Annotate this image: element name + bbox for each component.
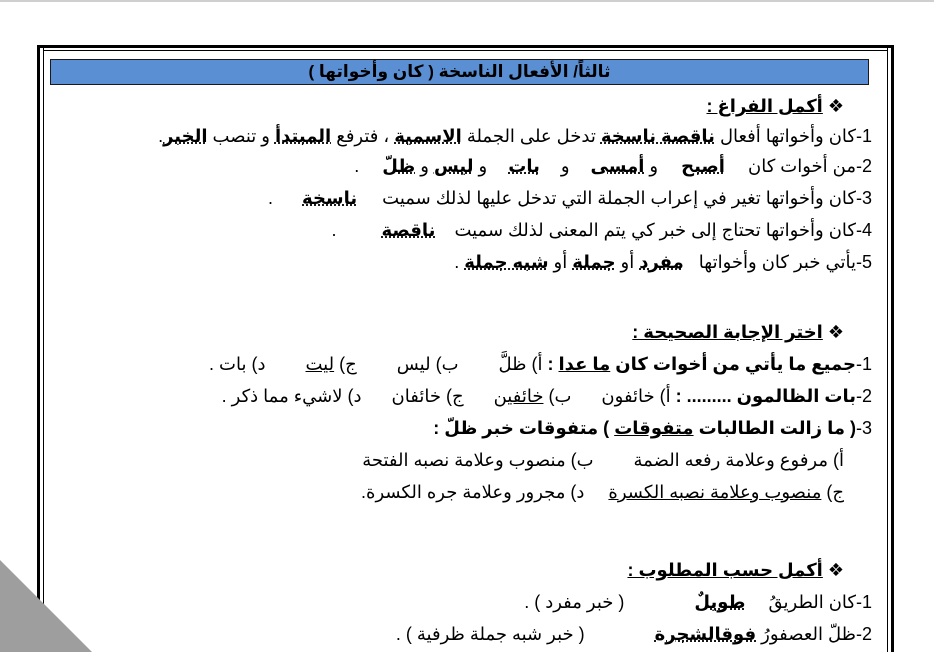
section3-heading: ❖ أكمل حسب المطلوب : (627, 560, 844, 580)
page-border-top (37, 45, 894, 48)
list-item: 1-كان وأخواتها أفعال ناقصة ناسخة تدخل على الجملة الاسمية ، فترفع المبتدأ و تنصب الخبر. (158, 126, 872, 146)
list-item: 3-كان وأخواتها تغير في إعراب الجملة التي تدخل عليها لذلك سميت ناسخة . (268, 188, 872, 208)
page-fold-corner (0, 560, 92, 652)
bullet-icon: ❖ (827, 322, 844, 342)
list-item: 2-من أخوات كان أصبح و أمسى و بات و ليس و ظلّ . (354, 156, 872, 176)
list-item: 2-ظلّ العصفورُ فوقالشجرة( خبر شبه جملة ظرفية ) . (395, 624, 872, 644)
bullet-icon: ❖ (827, 560, 844, 580)
section-title: ثالثاً/ الأفعال الناسخة ( كان وأخواتها ) (308, 62, 611, 81)
question-3: 3-( ما زالت الطالبات متفوقات ) متفوقات خبر ظلّ : (433, 418, 872, 438)
bullet-icon: ❖ (827, 96, 844, 116)
list-item: 4-كان وأخواتها تحتاج إلى خبر كي يتم المعنى لذلك سميت ناقصة . (331, 220, 872, 240)
section-title-bar (50, 59, 869, 85)
page-border-right-inner (887, 45, 888, 652)
section1-heading: ❖ أكمل الفراغ : (706, 96, 844, 116)
question-2: 2-بات الظالمون ......... : أ) خائفونب) خائفينج) خائفاند) لاشيء مما ذكر . (221, 386, 872, 406)
page-border-right (891, 45, 894, 652)
list-item: 5-يأتي خبر كان وأخواتها مفرد أو جملة أو شبه جملة . (454, 252, 872, 272)
question-3-options-a: أ) مرفوع وعلامة رفعه الضمةب) منصوب وعلامة نصبه الفتحة (362, 450, 844, 470)
question-1: 1-جميع ما يأتي من أخوات كان ما عدا : أ) ظلَّب) ليسج) ليتد) بات . (209, 354, 872, 374)
page-border-top-inner (43, 50, 888, 51)
top-margin (0, 2, 934, 45)
list-item: 1-كان الطريقُ طويلٌ( خبر مفرد ) . (524, 592, 872, 612)
section2-heading: ❖ اختر الإجابة الصحيحة : (632, 322, 844, 342)
question-3-options-b: ج) منصوب وعلامة نصبه الكسرةد) مجرور وعلامة جره الكسرة. (361, 482, 844, 502)
